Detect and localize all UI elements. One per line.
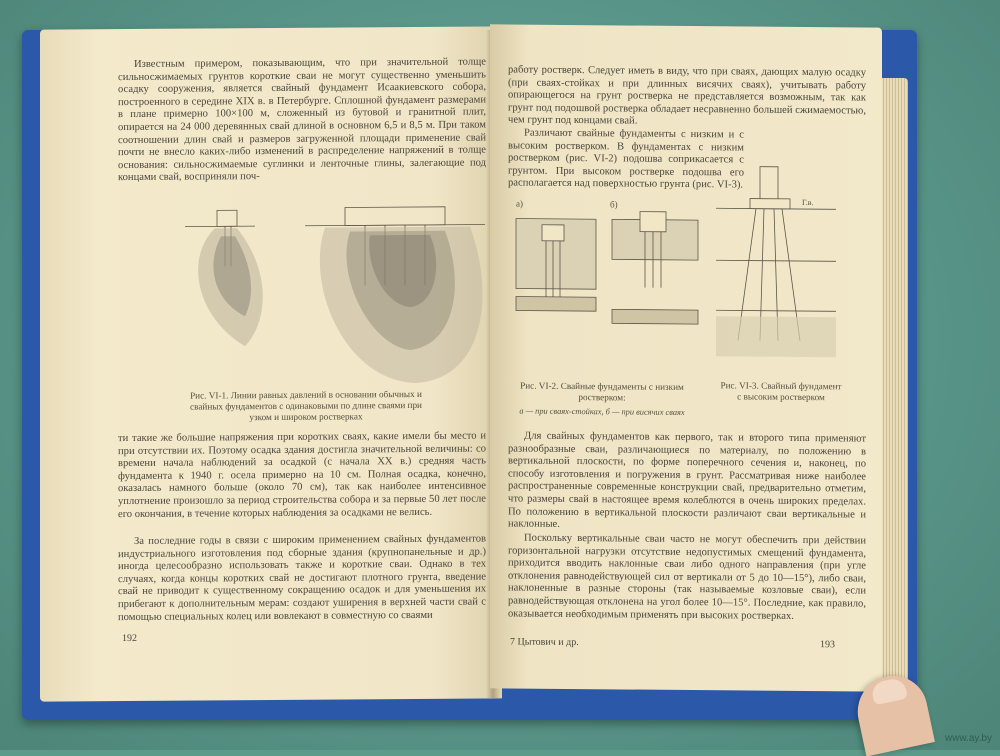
- figure-vi-2: [512, 196, 712, 378]
- left-page: [40, 26, 502, 701]
- left-paragraph-1: Известным примером, показывающим, что при значительной толще сильносжимаемых грунтов короткие сваи не могут существенно уменьшить осадку сооружения, является свайный фундамент Исаакиевского собора, построенного в середине XIX в. в Петербурге. Сплошной фундамент размерами в плане примерно 100×100 м, сложенный из бутовой и гранитной плит, опирается на 24 000 деревянных свай длиной в основном 6,5 и 8,5 м. При таком соотношении длин свай и размеров загруженной площади применение свай почти не внесло каких-либо изменений в распределение напряжений в толще основания: сильносжимаемые суглинки и ленточные глины, залегающие под концами свай, восприняли поч-: [118, 56, 486, 185]
- left-page-number: 192: [122, 633, 137, 644]
- fig2-label-b: б): [610, 199, 618, 209]
- watermark: www.ay.by: [945, 733, 992, 744]
- figure-vi-2-caption: [504, 380, 700, 418]
- left-paragraph-3: За последние годы в связи с широким применением свайных фундаментов индустриального изготовления под сборные здания (крупнопанельные и др.) иногда целесообразно использовать также и короткие сваи. Однако в тех случаях, когда концы коротких свай не достигают плотного грунта, введение свай не приводит к существенному сокращению осадок и для уменьшения их прибегают к дополнительным мерам: создают уширения в верхней части свай с помощью специальных колец или вовлекают в совместную со сваями: [118, 533, 486, 624]
- fig2-caption-title: Рис. VI-2. Свайные фундаменты с низким ростверком:: [504, 380, 700, 404]
- fig3-label-gv: Г.в.: [802, 198, 813, 207]
- right-paragraph-4: Поскольку вертикальные сваи часто не могут обеспечить при действии горизонтальной нагрузки отсутствие недопустимых смещений фундамента, приходится вводить наклонные сваи либо одного направления (при угле отклонения равнодействующей сил от вертикали от 5 до 10—15°), либо сваи, наклоненные в разные стороны (так называемые козловые сваи), если равнодействующая отклонена на угол более 10—15°. Последние, как правило, оказывается необходимым применять при высоких ростверках.: [508, 532, 866, 623]
- right-page: [490, 24, 882, 691]
- figure-vi-1-caption: Рис. VI-1. Линии равных давлений в основании обычных и свайных фундаментов с одинаковыми по длине сваями при узком и широком ростверках: [190, 389, 422, 424]
- fig2-label-a: а): [516, 199, 523, 209]
- right-page-number: 193: [820, 639, 835, 650]
- figure-vi-1: [185, 205, 485, 387]
- right-paragraph-3: Для свайных фундаментов как первого, так и второго типа применяют разнообразные сваи, различающиеся по материалу, по положению в вертикальной плоскости, по форме поперечного сечения и, наконец, по способу изготовления и погружения в грунт. Рассматривая ниже наиболее распространенные современные конструкции свай, предварительно отметим, что размеры свай в настоящее время колеблются в очень широких пределах. По положению в вертикальной плоскости различают сваи вертикальные и наклонные.: [508, 430, 866, 534]
- figure-vi-3-caption: Рис. VI-3. Свайный фундамент с высоким ростверком: [718, 380, 844, 403]
- fig2-caption-detail: а — при сваях-стойках, б — при висячих сваях: [504, 405, 700, 418]
- footer-signature: 7 Цытович и др.: [510, 636, 579, 648]
- right-paragraph-2: Различают свайные фундаменты с низким и с высоким ростверком. В фундаментах с низким ростверком (рис. VI-2) подошва соприкасается с грунтом. При высоком ростверке подошва его располагается над поверхностью грунта (рис. VI-3).: [508, 127, 744, 192]
- right-paragraph-1: работу ростверк. Следует иметь в виду, что при сваях, дающих малую осадку (при сваях-стойках и при длинных висячих сваях), учитывать работу опирающегося на грунт ростверка не представляется возможным, так как грунт под подошвой ростверка обладает несравненно большей сжимаемостью, чем грунт под концами свай.: [508, 64, 866, 130]
- left-paragraph-2: ти такие же большие напряжения при коротких сваях, какие имели бы место и при отсутствии их. Поэтому осадка здания достигла значительной величины: со времени начала наблюдений за осадкой (с начала XX в.) средняя часть фундамента к 1940 г. осела примерно на 10 см. Полная осадка, конечно, оказалась намного больше (около 70 см), так как наиболее интенсивное уплотнение произошло за период строительства собора и за первые 50 лет после его окончания, в течение которых наблюдения за осадками не велись.: [118, 430, 486, 521]
- figure-vi-3: [716, 160, 836, 361]
